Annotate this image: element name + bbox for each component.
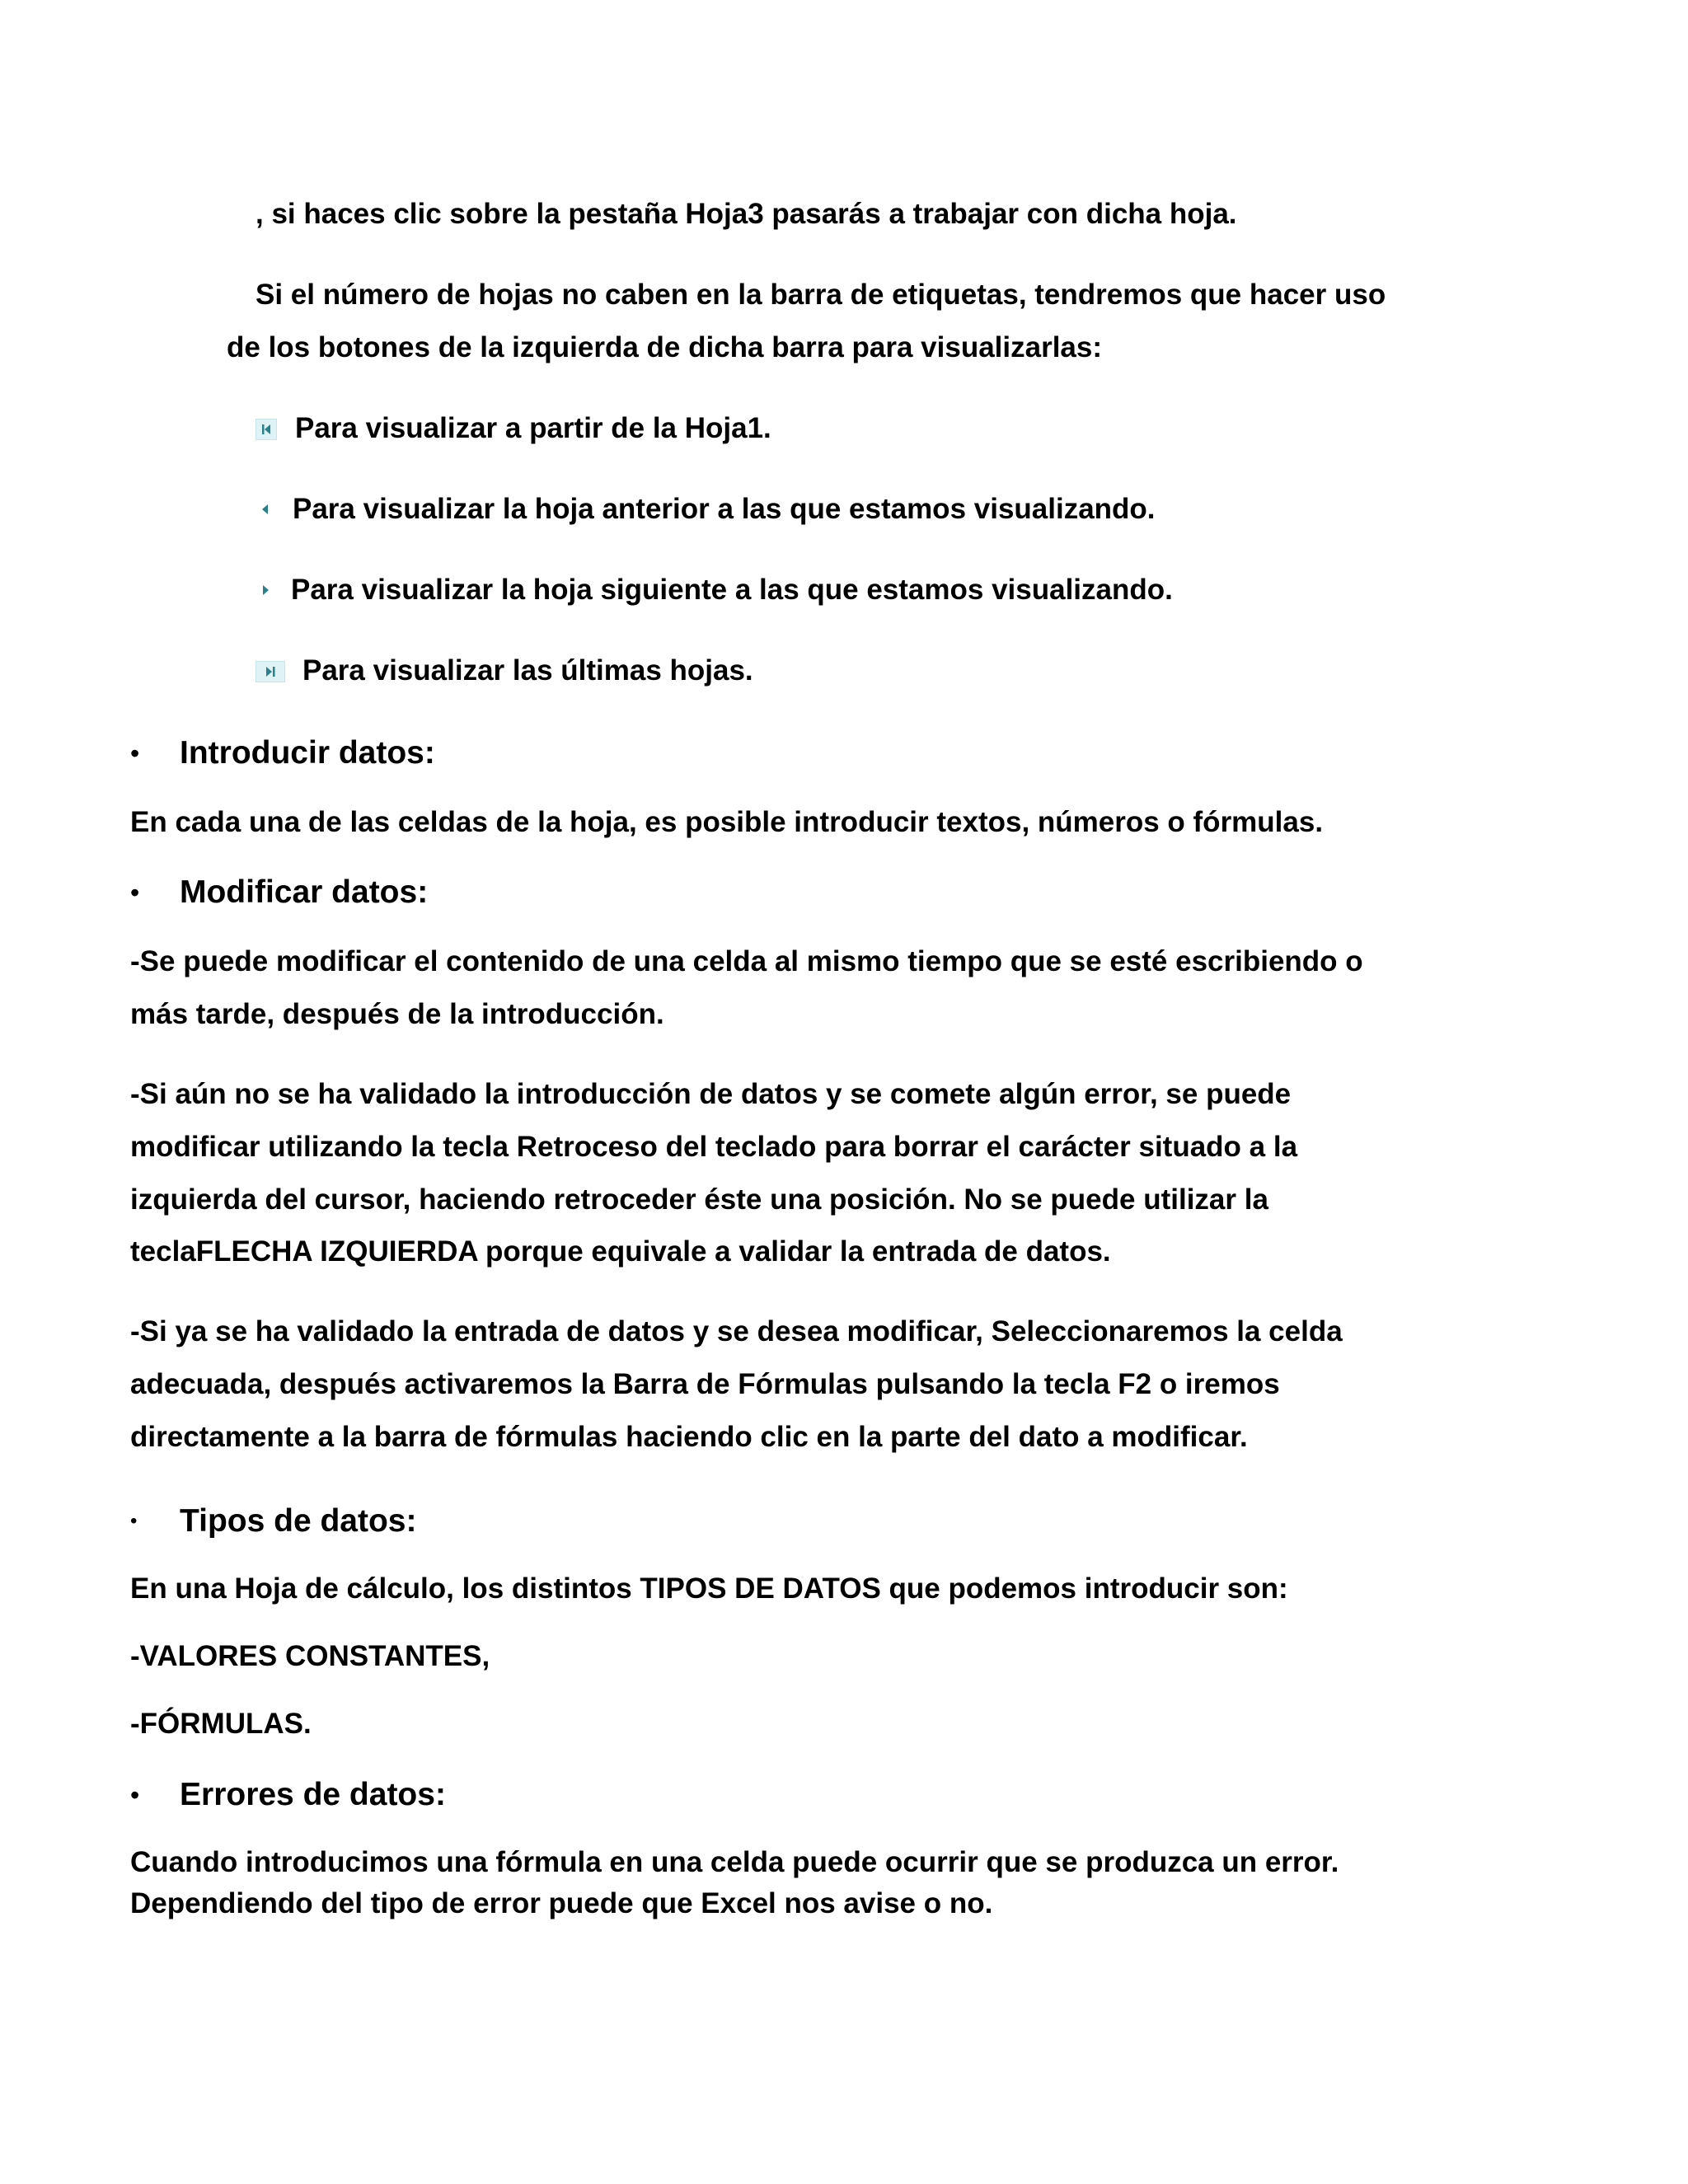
tipos-body: En una Hoja de cálculo, los distintos TIPOS DE DATOS que podemos introducir son: [130, 1572, 1288, 1605]
intro-line-3: de los botones de la izquierda de dicha barra para visualizarlas: [227, 331, 1103, 363]
modificar-p1-line-2: más tarde, después de la introducción. [130, 998, 664, 1030]
nav-item-first-text: Para visualizar a partir de la Hoja1. [295, 412, 771, 444]
first-sheet-icon [256, 419, 277, 440]
modificar-p3-line-2: adecuada, después activaremos la Barra de Fórmulas pulsando la tecla F2 o iremos [130, 1368, 1280, 1400]
modificar-p2-line-4: teclaFLECHA IZQUIERDA porque equivale a validar la entrada de datos. [130, 1235, 1111, 1268]
last-sheet-icon [256, 661, 285, 682]
modificar-p3-line-3: directamente a la barra de fórmulas haciendo clic en la parte del dato a modificar. [130, 1421, 1248, 1453]
next-sheet-icon [256, 580, 277, 602]
nav-item-next-text: Para visualizar la hoja siguiente a las que estamos visualizando. [291, 574, 1173, 606]
errores-body-line-2: Dependiendo del tipo de error puede que Excel nos avise o no. [130, 1887, 993, 1919]
bullet-errores: • [130, 1780, 140, 1810]
bullet-tipos: • [130, 1510, 138, 1532]
modificar-p1-line-1: -Se puede modificar el contenido de una celda al mismo tiempo que se esté escribiendo o [130, 945, 1363, 977]
errores-body-line-1: Cuando introducimos una fórmula en una celda puede ocurrir que se produzca un error. [130, 1846, 1339, 1878]
heading-introducir-datos: Introducir datos: [180, 735, 435, 771]
tipos-item-valores: -VALORES CONSTANTES, [130, 1640, 490, 1672]
intro-line-2: Si el número de hojas no caben en la barra de etiquetas, tendremos que hacer uso [256, 279, 1386, 311]
modificar-p2-line-3: izquierda del cursor, haciendo retroceder éste una posición. No se puede utilizar la [130, 1183, 1268, 1216]
modificar-p2-line-2: modificar utilizando la tecla Retroceso del teclado para borrar el carácter situado a la [130, 1131, 1298, 1163]
modificar-p3-line-1: -Si ya se ha validado la entrada de datos y se desea modificar, Seleccionaremos la celda [130, 1315, 1343, 1347]
nav-item-last-text: Para visualizar las últimas hojas. [302, 654, 753, 687]
heading-tipos-de-datos: Tipos de datos: [180, 1503, 417, 1539]
bullet-introducir: • [130, 738, 140, 768]
intro-line-1: , si haces clic sobre la pestaña Hoja3 pasarás a trabajar con dicha hoja. [256, 198, 1237, 230]
tipos-item-formulas: -FÓRMULAS. [130, 1708, 312, 1740]
modificar-p2-line-1: -Si aún no se ha validado la introducción de datos y se comete algún error, se puede [130, 1078, 1292, 1110]
bullet-modificar: • [130, 878, 140, 907]
introducir-body: En cada una de las celdas de la hoja, es posible introducir textos, números o fórmulas. [130, 806, 1324, 838]
heading-modificar-datos: Modificar datos: [180, 874, 429, 910]
heading-errores-de-datos: Errores de datos: [180, 1777, 446, 1812]
previous-sheet-icon [256, 499, 277, 521]
nav-item-previous-text: Para visualizar la hoja anterior a las que estamos visualizando. [293, 493, 1156, 525]
